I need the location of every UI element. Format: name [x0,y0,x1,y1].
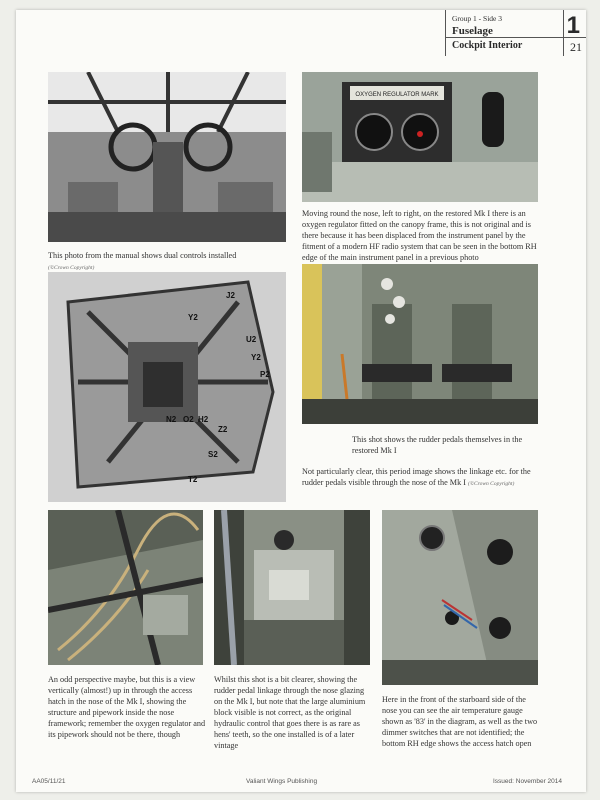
diagram-label: Y2 [188,313,198,322]
caption-starboard-nose: Here in the front of the starboard side of the nose you can see the air temperature gauge shown as '83' in the diagram, as well as the two dimmer switches that are not identified; the bottom RH edge shows the access hatch open [382,695,538,748]
caption-pedal-linkage-nose: Whilst this shot is a bit clearer, showing the rudder pedal linkage through the nose glazing on the Mk I, but note that the large aluminium block visible is not correct, as the original hydraulic control that goes there is as rare as hens' teeth, so the one installed is of a later vintage [214,675,366,750]
footer-left: AA05/11/21 [32,778,66,785]
photo-nose-diagram [48,272,286,502]
subsection-title: Cockpit Interior [452,40,523,51]
diagram-label: U2 [246,335,257,344]
caption-dual-controls [48,250,288,274]
caption-text: Not particularly clear, this period image shows the linkage etc. for the rudder pedals visible through the nose of the Mk I [302,467,531,487]
caption-text: This photo from the manual shows dual controls installed [48,251,237,260]
caption-credit: (©Crown Copyright) [48,265,95,271]
page-number: 21 [570,40,582,54]
photo-dual-controls [48,72,286,242]
oxygen-plate-label: OXYGEN REGULATOR MARK [355,92,439,98]
photo-pedal-linkage-nose [214,510,370,665]
diagram-label: Y2 [251,353,261,362]
diagram-label: H2 [198,415,209,424]
photo-access-hatch [48,510,203,665]
diagram-label: J2 [226,291,235,300]
group-number: 1 [566,12,580,39]
photo-rudder-pedals [302,264,538,424]
diagram-label: Z2 [218,425,228,434]
footer-right: Issued: November 2014 [492,778,562,785]
diagram-label: N2 [166,415,177,424]
footer-center: Valiant Wings Publishing [246,778,318,785]
caption-access-hatch: An odd perspective maybe, but this is a view vertically (almost!) up in through the access hatch in the nose of the Mk I, showing the structure and pipework inside the nose framework; remember the oxygen regulator and its pipework should not be there, though [48,675,206,739]
caption-oxygen-regulator: Moving round the nose, left to right, on the restored Mk I there is an oxygen regulator fitted on the canopy frame, this is not original and is there because it has been displaced from the instrument panel by the fitment of a modern HF radio system that can be seen in the bottom RH edge of the main instrument panel in a previous photo [302,209,537,262]
section-title: Fuselage [452,25,493,37]
group-side-label: Group 1 - Side 3 [452,14,502,23]
diagram-label: T2 [188,475,198,484]
caption-credit: (©Crown Copyright) [468,481,515,487]
diagram-label: S2 [208,450,218,459]
diagram-label: P2 [260,370,270,379]
caption-rudder-pedals: This shot shows the rudder pedals themselves in the restored Mk I [352,435,523,455]
diagram-label: O2 [183,415,194,424]
caption-pedal-linkage [302,466,540,490]
photo-oxygen-regulator [302,72,538,202]
section-header [445,10,586,56]
photo-starboard-nose [382,510,538,685]
page [16,10,586,792]
